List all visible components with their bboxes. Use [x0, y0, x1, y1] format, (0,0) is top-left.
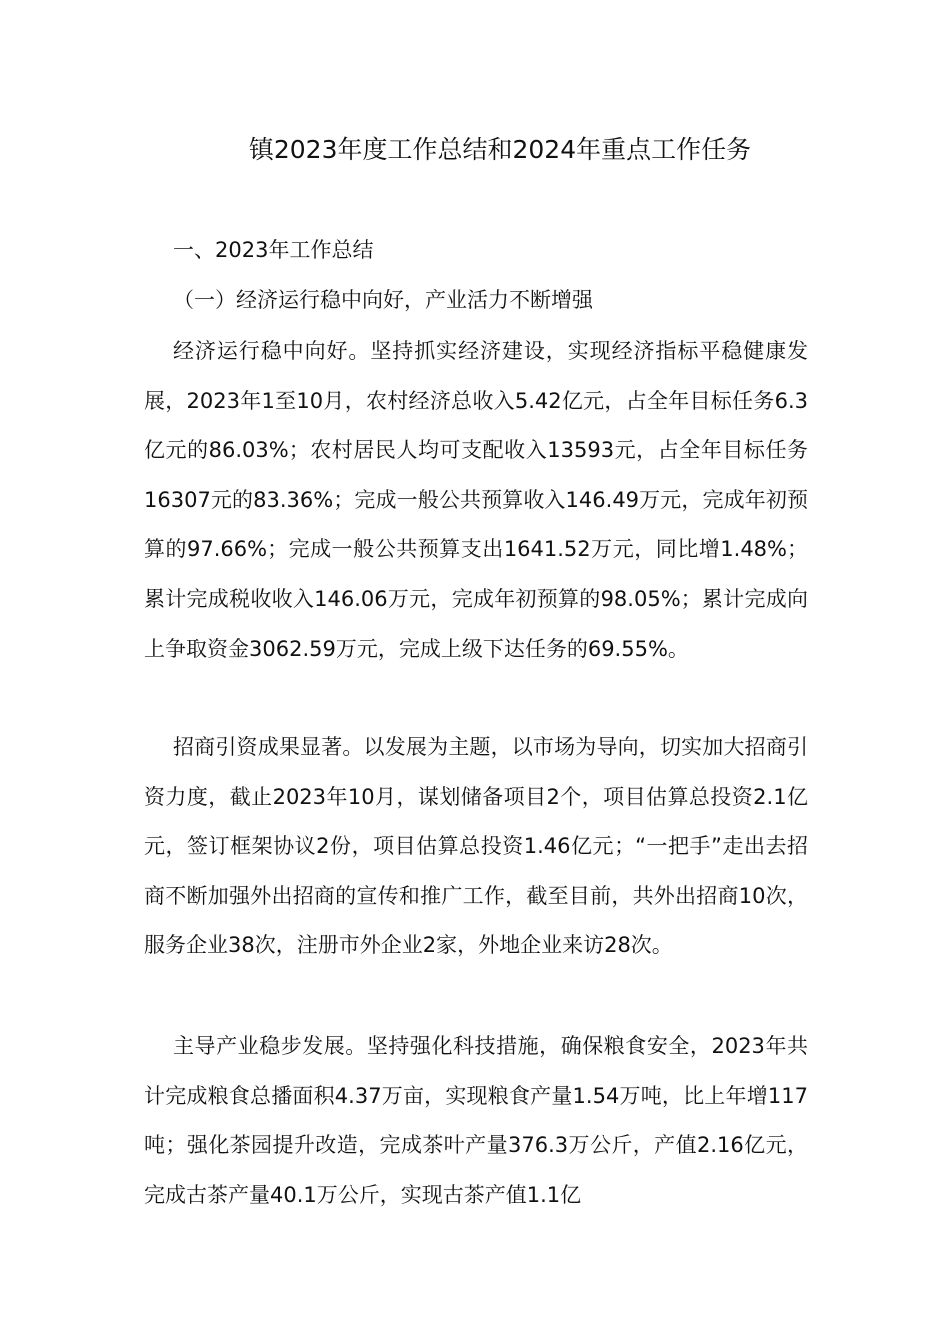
document-title: 镇2023年度工作总结和2024年重点工作任务	[248, 135, 752, 164]
paragraph-industry: 主导产业稳步发展。坚持强化科技措施，确保粮食安全，2023年共计完成粮食总播面积4.37万亩，实现粮食产量1.54万吨，比上年增117吨；强化茶园提升改造，完成茶叶产量376.3万公斤，产值2.16亿元，完成古茶产量40.1万公斤，实现古茶产值1.1亿	[144, 1034, 808, 1207]
subsection-heading: （一）经济运行稳中向好，产业活力不断增强	[173, 288, 593, 312]
paragraph-economy: 经济运行稳中向好。坚持抓实经济建设，实现经济指标平稳健康发展，2023年1至10月，农村经济总收入5.42亿元，占全年目标任务6.3亿元的86.03%；农村居民人均可支配收入13593元，占全年目标任务16307元的83.36%；完成一般公共预算收入146.49万元，完成年初预算的97.66%；完成一般公共预算支出1641.52万元，同比增1.48%；累计完成税收收入146.06万元，完成年初预算的98.05%；累计完成向上争取资金3062.59万元，完成上级下达任务的69.55%。	[144, 339, 808, 661]
paragraph-investment: 招商引资成果显著。以发展为主题，以市场为导向，切实加大招商引资力度，截止2023年10月，谋划储备项目2个，项目估算总投资2.1亿元，签订框架协议2份，项目估算总投资1.46亿元；“一把手”走出去招商不断加强外出招商的宣传和推广工作，截至目前，共外出招商10次，服务企业38次，注册市外企业2家，外地企业来访28次。	[144, 735, 808, 958]
section-heading: 一、2023年工作总结	[173, 238, 374, 262]
